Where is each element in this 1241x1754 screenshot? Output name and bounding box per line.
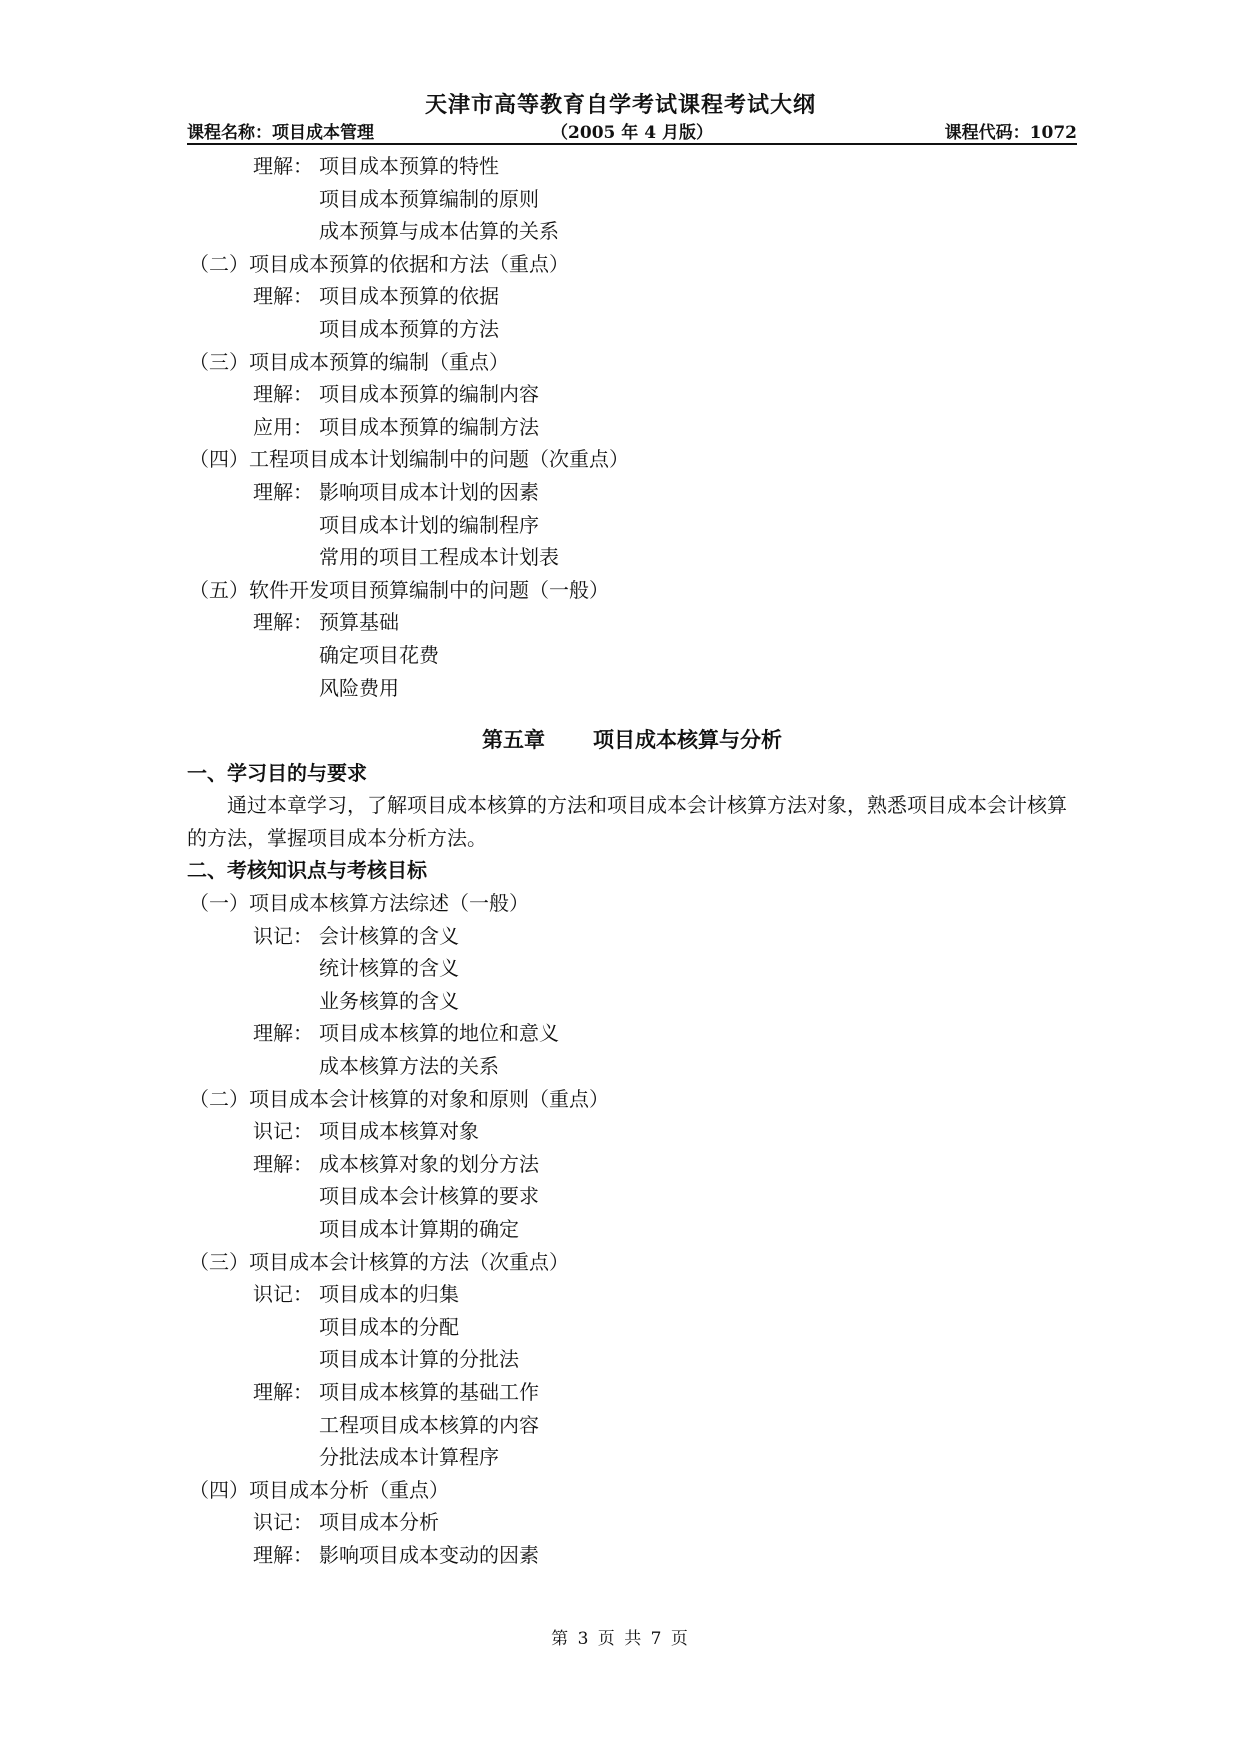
list-item: 项目成本计划的编制程序 [319,512,539,537]
objectives-heading: 一、学习目的与要求 [187,760,367,785]
knowledge-line: 识记： 项目成本核算对象 [253,1119,479,1144]
section-heading: （三）项目成本预算的编制（重点） [189,349,509,374]
header-row [187,118,1077,144]
knowledge-line: 理解： 项目成本预算的特性 [253,154,499,178]
list-item: 常用的项目工程成本计划表 [319,545,559,570]
section-heading: （四）项目成本分析（重点） [189,1477,449,1502]
section-heading: （五）软件开发项目预算编制中的问题（一般） [189,577,609,602]
knowledge-line: 识记： 项目成本的归集 [253,1282,459,1307]
list-item: 项目成本计算期的确定 [319,1217,519,1241]
list-item: 业务核算的含义 [319,988,459,1013]
list-item: 项目成本预算编制的原则 [319,186,539,211]
knowledge-line: 理解： 影响项目成本计划的因素 [253,479,539,504]
section-heading: （二）项目成本会计核算的对象和原则（重点） [189,1086,609,1111]
knowledge-line: 理解： 成本核算对象的划分方法 [253,1151,539,1176]
list-item: 项目成本会计核算的要求 [319,1184,539,1209]
list-item: 确定项目花费 [319,642,439,667]
knowledge-line: 理解： 项目成本预算的编制内容 [253,382,539,407]
knowledge-line: 理解： 预算基础 [253,610,399,635]
chapter-number: 第五章 [482,727,545,753]
knowledge-line: 应用： 项目成本预算的编制方法 [253,414,539,439]
list-item: 统计核算的含义 [319,956,459,981]
section-heading: （二）项目成本预算的依据和方法（重点） [189,251,569,276]
knowledge-line: 理解： 影响项目成本变动的因素 [253,1542,539,1567]
list-item: 项目成本的分配 [319,1314,459,1339]
knowledge-heading: 二、考核知识点与考核目标 [187,858,427,883]
list-item: 项目成本计算的分批法 [319,1347,519,1372]
list-item: 工程项目成本核算的内容 [319,1412,539,1437]
knowledge-line: 识记： 项目成本分析 [253,1510,439,1535]
course-name: 课程名称：项目成本管理 [187,123,374,143]
knowledge-line: 理解： 项目成本核算的基础工作 [253,1379,539,1404]
list-item: 分批法成本计算程序 [319,1445,499,1470]
chapter-title: 项目成本核算与分析 [593,727,782,753]
objectives-paragraph: 通过本章学习，了解项目成本核算的方法和项目成本会计核算方法对象，熟悉项目成本会计核算的方法，掌握项目成本分析方法。 [187,793,1067,850]
list-item: 项目成本预算的方法 [319,316,499,341]
header-divider [187,143,1077,145]
section-heading: （三）项目成本会计核算的方法（次重点） [189,1249,569,1274]
page-number: 第 3 页 共 7 页 [551,1629,690,1649]
document-title: 天津市高等教育自学考试课程考试大纲 [424,92,816,118]
knowledge-line: 理解： 项目成本核算的地位和意义 [253,1021,559,1046]
knowledge-line: 识记： 会计核算的含义 [253,923,459,948]
list-item: 成本核算方法的关系 [319,1054,499,1079]
course-code: 课程代码：1072 [944,123,1077,143]
knowledge-line: 理解： 项目成本预算的依据 [253,284,499,309]
edition-label: （2005 年 4 月版） [551,123,713,143]
section-heading: （一）项目成本核算方法综述（一般） [189,891,529,916]
section-heading: （四）工程项目成本计划编制中的问题（次重点） [189,447,629,472]
chapter-heading [187,724,1067,757]
list-item: 成本预算与成本估算的关系 [319,219,559,244]
document-body [187,150,1067,1572]
list-item: 风险费用 [319,675,399,700]
